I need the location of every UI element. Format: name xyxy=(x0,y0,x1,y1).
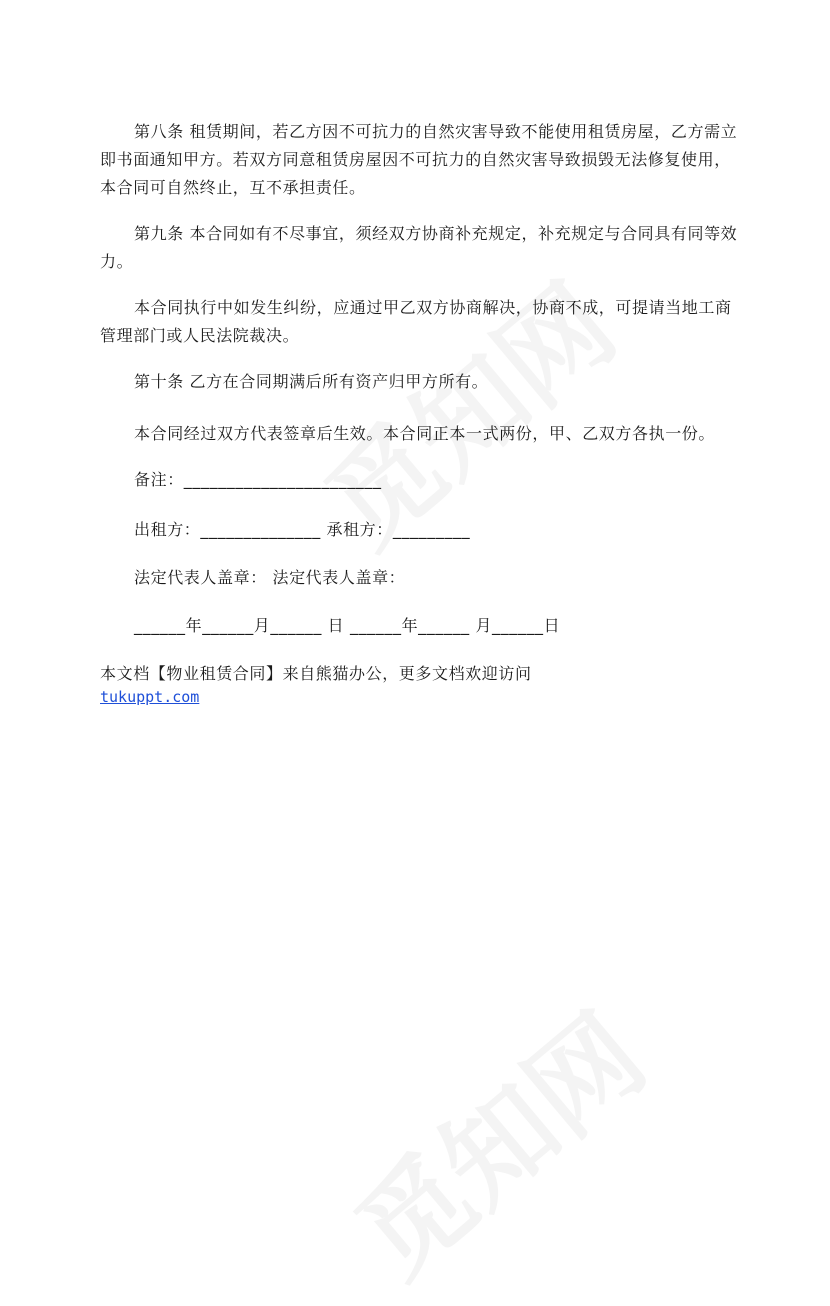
effective-clause: 本合同经过双方代表签章后生效。本合同正本一式两份，甲、乙双方各执一份。 xyxy=(134,424,716,443)
seals-line: 法定代表人盖章： 法定代表人盖章： xyxy=(134,568,406,587)
dates-line: ______年______月______ 日 ______年______ 月______日 xyxy=(134,616,561,635)
parties-line: 出租方：______________ 承租方：_________ xyxy=(134,520,471,539)
footer-text: 本文档【物业租赁合同】来自熊猫办公，更多文档欢迎访问 xyxy=(100,664,532,683)
watermark-bottom xyxy=(318,972,672,1305)
footer-link[interactable]: tukuppt.com xyxy=(100,688,200,706)
article-nine: 第九条 本合同如有不尽事宜，须经双方协商补充规定，补充规定与合同具有同等效力。 xyxy=(100,224,738,271)
dispute-clause: 本合同执行中如发生纠纷，应通过甲乙双方协商解决，协商不成，可提请当地工商管理部门或人民法院裁决。 xyxy=(100,298,732,345)
article-ten: 第十条 乙方在合同期满后所有资产归甲方所有。 xyxy=(134,372,489,391)
remarks-line: 备注：_______________________ xyxy=(134,470,382,489)
article-eight: 第八条 租赁期间，若乙方因不可抗力的自然灾害导致不能使用租赁房屋，乙方需立即书面通知甲方。若双方同意租赁房屋因不可抗力的自然灾害导致损毁无法修复使用，本合同可自然终止，互不承担责任。 xyxy=(100,122,738,197)
